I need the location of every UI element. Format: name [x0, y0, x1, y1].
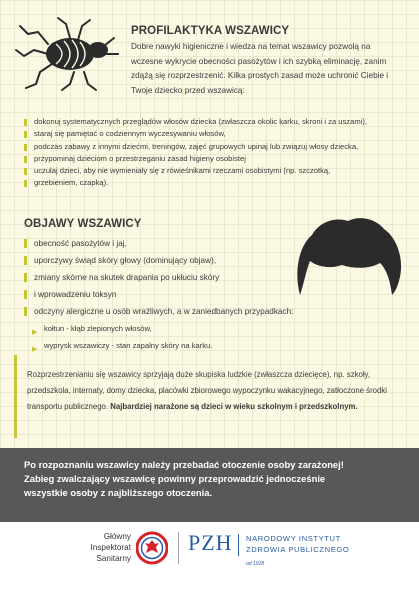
list-item: staraj się pamiętać o codziennym wyczesywaniu włosów,: [24, 128, 409, 140]
prevention-list: [24, 116, 409, 190]
symptoms-sublist: [32, 320, 332, 354]
warning-banner: [0, 448, 419, 522]
hair-icon: [292, 213, 406, 299]
warning-line-2: Zabieg zwalczający wszawicę powinny przeprowadzić jednocześnie: [24, 472, 326, 484]
symptoms-title: OBJAWY WSZAWICY: [24, 218, 142, 230]
pzh-logo-icon: PZH NARODOWY INSTYTUT ZDROWIA PUBLICZNEGO od 1918: [188, 530, 350, 567]
list-item: obecność pasożytów i jaj,: [24, 235, 334, 252]
list-item: odczyny alergiczne u osób wrażliwych, a w zaniedbanych przypadkach:: [24, 303, 334, 320]
triangle-icon: ▶: [32, 346, 38, 353]
warning-line-3: wszystkie osoby z najbliższego otoczenia.: [24, 486, 213, 498]
gis-name: Główny Inspektorat Sanitarny: [90, 532, 131, 563]
footer-divider: [178, 532, 179, 564]
footer: [0, 522, 419, 589]
spread-info-text: Rozprzestrzenianiu się wszawicy sprzyjają duże skupiska ludzkie (zwłaszcza dziecięce), np. szkoły, przedszkola, internaty, domy dziecka, placówki zbiorowego wypoczynku wakacyjnego, zatłoczone środki transportu publicznego. Najbardziej narażone są dzieci w wieku szkolnym i przedszkolnym.: [27, 370, 387, 411]
list-item: ▶ kołtun - kłąb zlepionych włosów,: [32, 320, 332, 337]
triangle-icon: ▶: [32, 329, 38, 336]
symptoms-list: [24, 235, 334, 320]
list-item: dokonuj systematycznych przeglądów włosów dziecka (zwłaszcza okolic karku, skroni i za uszami),: [24, 116, 409, 128]
list-item: uczulaj dzieci, aby nie wymieniały się z rówieśnikami rzeczami osobistymi (np. szczotką,: [24, 165, 409, 177]
warning-line-1: Po rozpoznaniu wszawicy należy przebadać otoczenie osoby zarażonej!: [24, 459, 344, 470]
list-item: uporczywy świąd skóry głowy (dominujący objaw),: [24, 252, 334, 269]
list-item: ▶ wyprysk wszawiczy - stan zapalny skóry na karku.: [32, 337, 332, 354]
list-item: grzebieniem, czapką).: [24, 177, 409, 189]
spread-info-box: [14, 355, 406, 438]
gis-emblem-icon: [136, 528, 168, 568]
list-item: zmiany skórne na skutek drapania po ukłuciu skóry: [24, 269, 334, 286]
spread-info-highlight: Najbardziej narażone są dzieci w wieku szkolnym i przedszkolnym.: [110, 401, 358, 411]
louse-icon: [14, 14, 124, 92]
prevention-intro: Dobre nawyki higieniczne i wiedza na temat wszawicy pozwolą na wczesne wykrycie obecności pasożytów i ich szybką eliminację, zanim zdążą się rozprzestrzenić. Kilka prostych zasad może uchronić Ciebie i Twoje dziecko przed wszawicą:: [131, 42, 389, 95]
prevention-title: PROFILAKTYKA WSZAWICY: [131, 25, 290, 37]
list-item: i wprowadzeniu toksyn: [24, 286, 334, 303]
list-item: podczas zabawy z innymi dziećmi, treningów, zajęć grupowych upinaj lub związuj włosy dziecka,: [24, 141, 409, 153]
list-item: przypominaj dzieciom o przestrzeganiu zasad higieny osobistej: [24, 153, 409, 165]
